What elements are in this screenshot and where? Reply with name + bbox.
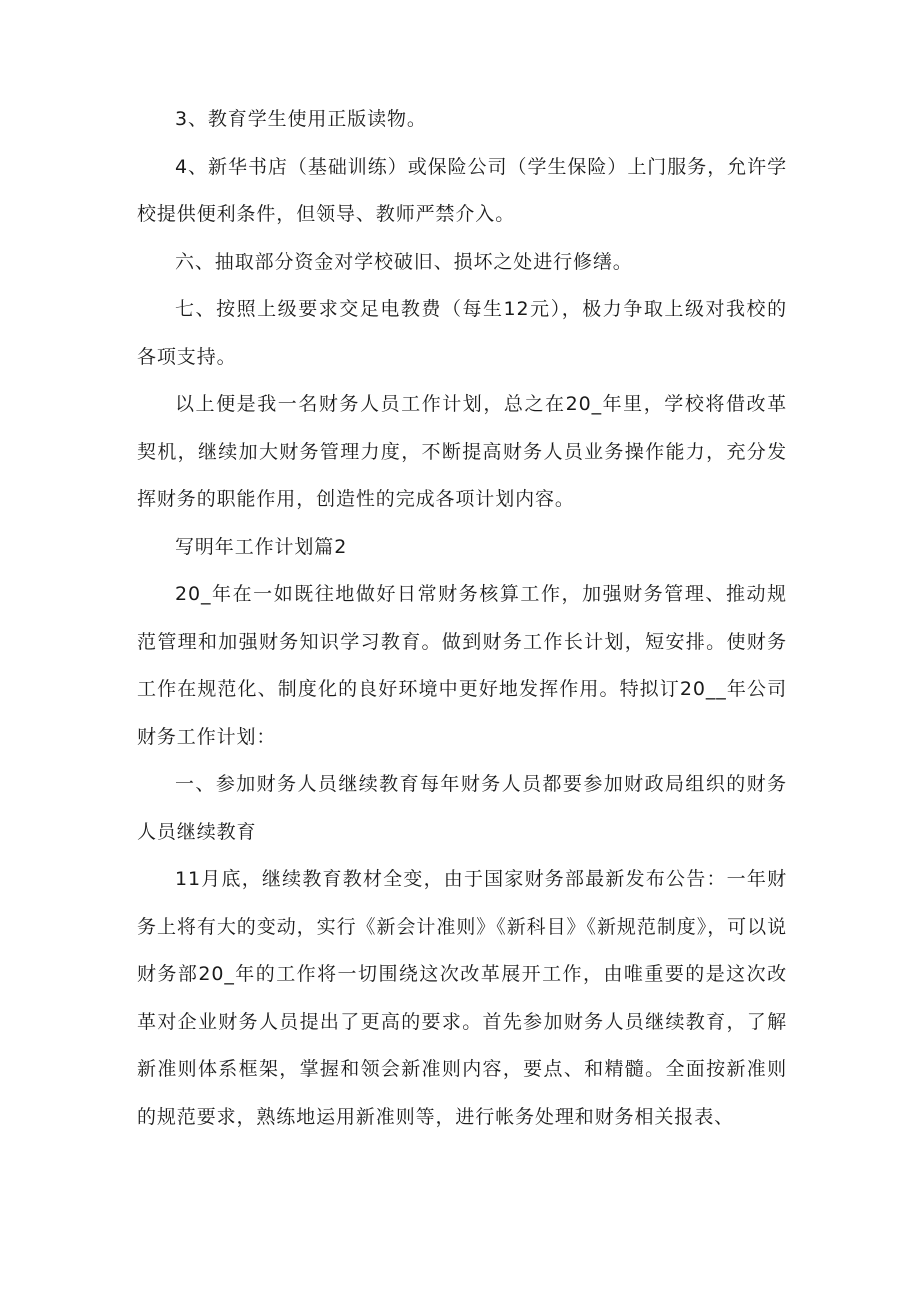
paragraph-item-3: 3、教育学生使用正版读物。: [175, 108, 427, 130]
section-heading: 写明年工作计划篇2: [175, 535, 348, 558]
paragraph-section-1: 一、参加财务人员继续教育每年财务人员都要参加财政局组织的财务人员继续教育: [137, 773, 787, 843]
paragraph-detail: 11月底，继续教育教材全变，由于国家财务部最新发布公告：一年财务上将有大的变动，实行《新会计准则》《新科目》《新规范制度》，可以说财务部20_年的工作将一切围绕这次改革展开工作，由唯重要的是这次改革对企业财务人员提出了更高的要求。首先参加财务人员继续教育，了解新准则体系框架，掌握和领会新准则内容，要点、和精髓。全面按新准则的规范要求，熟练地运用新准则等，进行帐务处理和财务相关报表、: [137, 868, 787, 1128]
paragraph-summary: 以上便是我一名财务人员工作计划，总之在20_年里，学校将借改革契机，继续加大财务管理力度，不断提高财务人员业务操作能力，充分发挥财务的职能作用，创造性的完成各项计划内容。: [137, 393, 787, 510]
paragraph-item-4: 4、新华书店（基础训练）或保险公司（学生保险）上门服务，允许学校提供便利条件，但领导、教师严禁介入。: [137, 155, 787, 225]
paragraph-section-7: 七、按照上级要求交足电教费（每生12元），极力争取上级对我校的各项支持。: [137, 298, 787, 368]
document-body: [137, 96, 787, 1141]
paragraph-section-6: 六、抽取部分资金对学校破旧、损坏之处进行修缮。: [175, 250, 633, 273]
paragraph-intro: 20_年在一如既往地做好日常财务核算工作，加强财务管理、推动规范管理和加强财务知识学习教育。做到财务工作长计划，短安排。使财务工作在规范化、制度化的良好环境中更好地发挥作用。特拟订20__年公司财务工作计划：: [137, 583, 787, 748]
